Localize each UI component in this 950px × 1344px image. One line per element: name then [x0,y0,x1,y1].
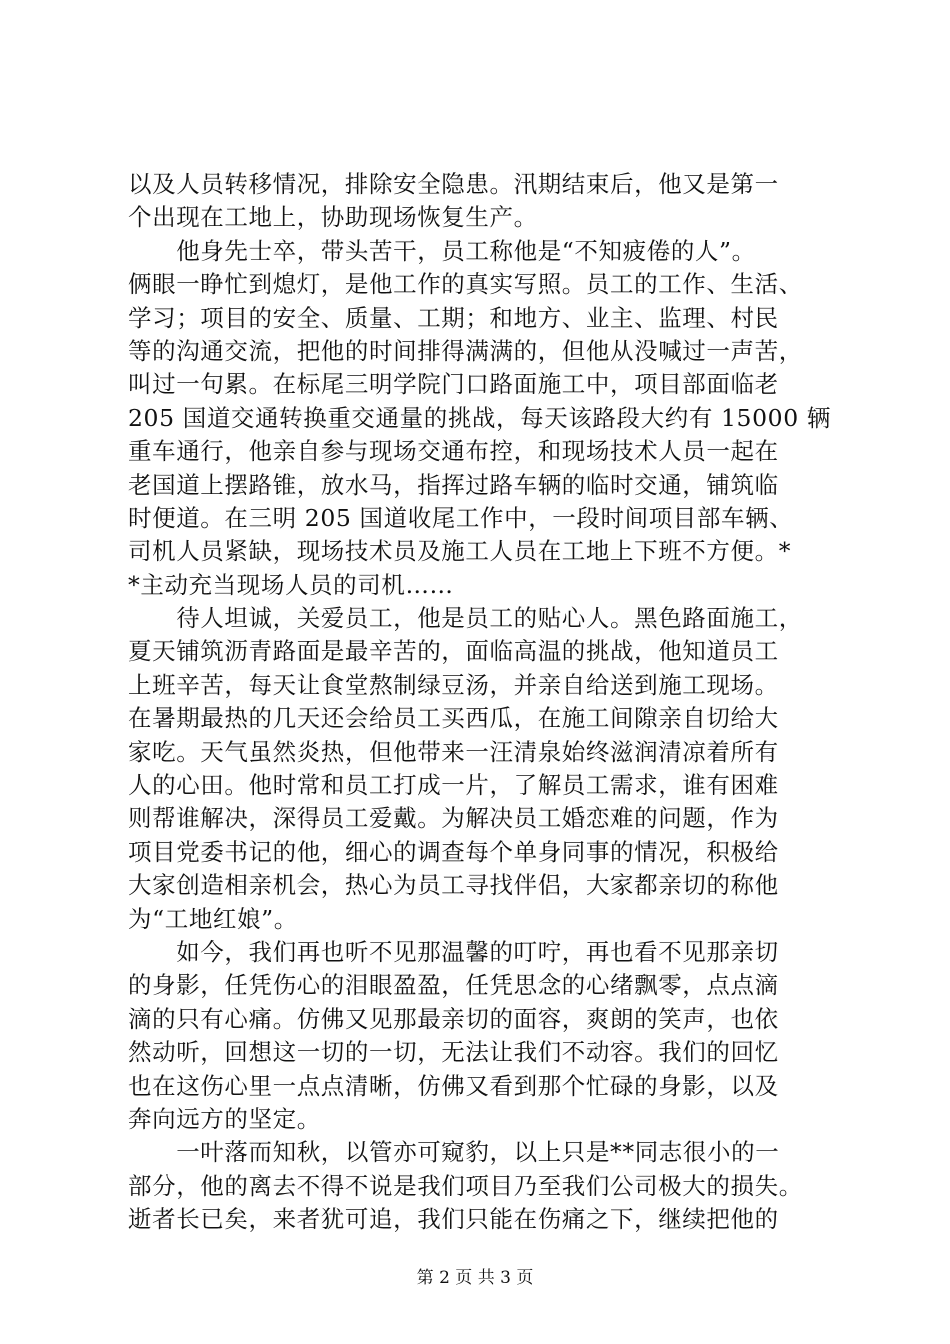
text-line: 以及人员转移情况，排除安全隐患。汛期结束后，他又是第一 [128,170,779,198]
text-line: *主动充当现场人员的司机…… [128,570,454,599]
text-line: 家吃。天气虽然炎热，但他带来一汪清泉始终滋润清凉着所有 [128,737,779,766]
text-line: 205 国道交通转换重交通量的挑战，每天该路段大约有 15000 辆 [128,403,831,432]
text-line: 项目党委书记的他，细心的调查每个单身同事的情况，积极给 [128,837,779,866]
text-line: 滴的只有心痛。仿佛又见那最亲切的面容，爽朗的笑声，也依 [128,1004,779,1033]
text-line: 奔向远方的坚定。 [128,1104,321,1133]
text-line: 司机人员紧缺，现场技术员及施工人员在工地上下班不方便。* [128,537,792,566]
text-line: 的身影，任凭伤心的泪眼盈盈，任凭思念的心绪飘零，点点滴 [128,971,779,1000]
text-line: 一叶落而知秋，以管亦可窥豹，以上只是**同志很小的一 [128,1138,780,1167]
text-line: 为“工地红娘”。 [128,904,298,933]
text-line: 学习；项目的安全、质量、工期；和地方、业主、监理、村民 [128,303,779,332]
text-line: 大家创造相亲机会，热心为员工寻找伴侣，大家都亲切的称他 [128,871,779,900]
text-line: 待人坦诚，关爱员工，他是员工的贴心人。黑色路面施工， [128,604,803,633]
text-line: 叫过一句累。在标尾三明学院门口路面施工中，项目部面临老 [128,370,779,399]
text-line: 上班辛苦，每天让食堂熬制绿豆汤，并亲自给送到施工现场。 [128,670,779,699]
text-line: 然动听，回想这一切的一切，无法让我们不动容。我们的回忆 [128,1038,779,1067]
text-line: 重车通行，他亲自参与现场交通布控，和现场技术人员一起在 [128,437,779,466]
text-line: 逝者长已矣，来者犹可追，我们只能在伤痛之下，继续把他的 [128,1205,779,1234]
text-line: 如今，我们再也听不见那温馨的叮咛，再也看不见那亲切 [128,937,779,966]
text-line: 他身先士卒，带头苦干，员工称他是“不知疲倦的人”。 [128,236,756,265]
body-text [128,168,838,1237]
text-line: 夏天铺筑沥青路面是最辛苦的，面临高温的挑战，他知道员工 [128,637,779,666]
page-number-label: 第 2 页 共 3 页 [416,1268,534,1288]
text-line: 在暑期最热的几天还会给员工买西瓜，在施工间隙亲自切给大 [128,704,779,733]
text-line: 时便道。在三明 205 国道收尾工作中，一段时间项目部车辆、 [128,503,794,532]
page-footer [0,1266,950,1290]
text-line: 也在这伤心里一点点清晰，仿佛又看到那个忙碌的身影，以及 [128,1071,779,1100]
text-line: 等的沟通交流，把他的时间排得满满的，但他从没喊过一声苦， [128,336,803,365]
text-line: 老国道上摆路锥，放水马，指挥过路车辆的临时交通，铺筑临 [128,470,779,499]
text-line: 则帮谁解决，深得员工爱戴。为解决员工婚恋难的问题，作为 [128,804,779,833]
text-line: 部分，他的离去不得不说是我们项目乃至我们公司极大的损失。 [128,1171,803,1200]
text-line: 俩眼一睁忙到熄灯，是他工作的真实写照。员工的工作、生活、 [128,270,803,299]
text-line: 个出现在工地上，协助现场恢复生产。 [128,203,538,232]
text-line: 人的心田。他时常和员工打成一片，了解员工需求，谁有困难 [128,771,779,800]
